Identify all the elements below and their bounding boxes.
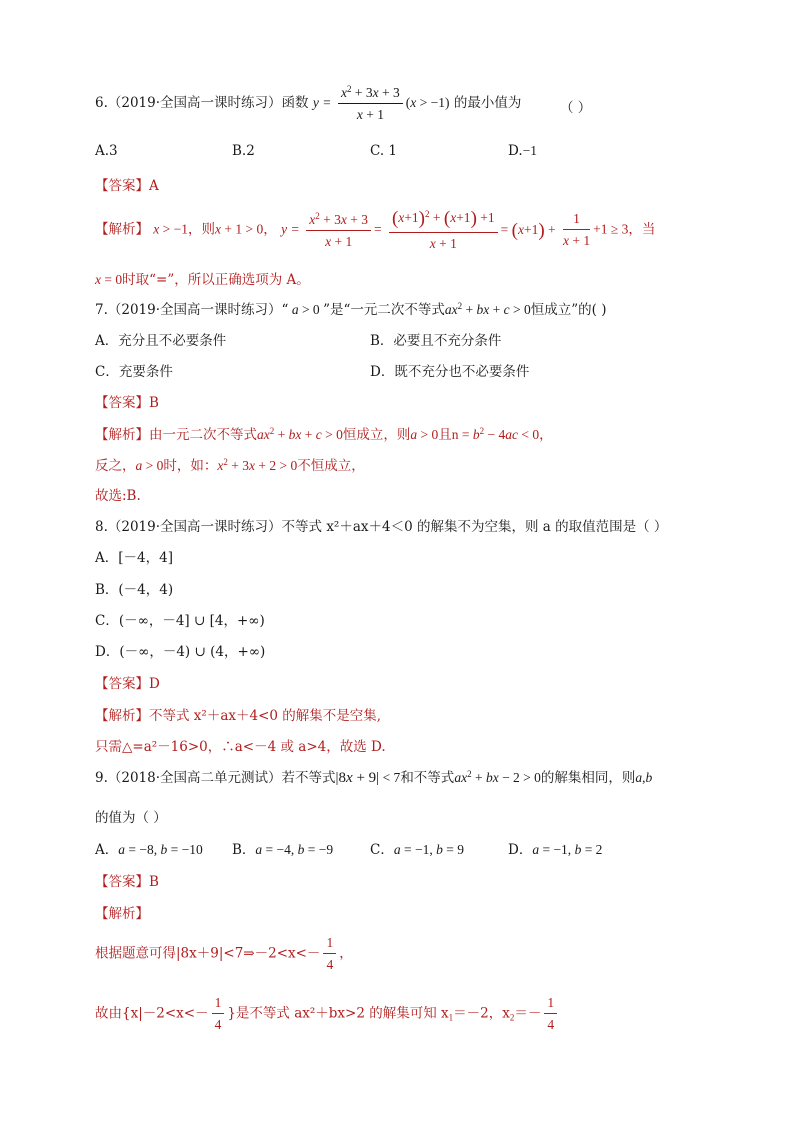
option-b: B．a = −4, b = −9	[232, 842, 334, 858]
q9-stem: 9.（2018·全国高二单元测试）若不等式|8x + 9| < 7和不等式$ax^2$ + bx − 2 > 0的解集相同，则a,b	[95, 769, 653, 786]
answer-value: B	[149, 395, 159, 411]
option-d: D．(－∞，－4) ∪ (4，+∞)	[95, 644, 266, 660]
answer-row	[95, 672, 160, 692]
option-b: B．(－4，4)	[95, 582, 174, 598]
q9-stem-line2: 的值为（ ）	[95, 810, 167, 826]
option-b: B．必要且不充分条件	[370, 333, 502, 349]
analysis-label: 【解析】	[95, 906, 149, 922]
answer-row	[95, 870, 159, 890]
option-d: D．a = −1, b = 2	[508, 842, 603, 858]
answer-row	[95, 391, 159, 411]
answer-label: 【答案】	[95, 874, 149, 890]
analysis-continued: x = 0时取“=”，所以正确选项为 A。	[95, 272, 310, 288]
answer-value: B	[149, 874, 159, 890]
analysis-line: 根据题意可得|8x＋9|<7⇒－2<x<－ $\frac{1}{4}$ ，	[95, 935, 353, 972]
q7-stem: 7.（2019·全国高一课时练习）“ a > 0 ”是“一元二次不等式$ax^2$ + bx + c > 0恒成立”的( )	[95, 301, 607, 318]
analysis-line: 故由{x|－2<x<－ $\frac{1}{4}$ }是不等式 ax²＋bx>2 的解集可知 $x_1=-2$，$x_2=-$ $\frac{1}{4}$	[95, 995, 560, 1033]
q8-stem: 8.（2019·全国高一课时练习）不等式 x²＋ax＋4＜0 的解集不为空集，则 a 的取值范围是（ ）	[95, 519, 668, 535]
answer-label: 【答案】	[95, 676, 149, 692]
answer-label: 【答案】	[95, 395, 149, 411]
fraction: $\frac{1}{4}$	[323, 935, 336, 973]
option-c: C．a = −1, b = 9	[370, 842, 464, 858]
answer-value: A	[149, 178, 159, 194]
analysis-line: 只需△=a²－16>0，∴a<－4 或 a>4，故选 D.	[95, 739, 386, 755]
answer-value: D	[149, 676, 160, 692]
answer-row	[95, 174, 159, 194]
analysis-row: 【解析】 x > −1，则x + 1 > 0， y = $\frac{x^2 + 3x + 3}{x + 1}$ = $\frac{(x+1)^2 + (x+1) +1}{x + 1}$ = (x+1) + $\frac{1}{x + 1}$ +1 ≥ 3，当	[95, 208, 656, 251]
analysis-label: 【解析】	[95, 708, 149, 724]
answer-label: 【答案】	[95, 178, 149, 194]
fraction: $\frac{x^2 + 3x + 3}{x + 1}$	[306, 211, 371, 250]
analysis-label: 【解析】	[95, 427, 149, 443]
option-d: D．既不充分也不必要条件	[370, 364, 530, 380]
fraction: $\frac{1}{x + 1}$	[562, 211, 591, 248]
option-a: A.3	[95, 143, 118, 159]
option-c: C．(－∞，－4] ∪ [4，+∞)	[95, 613, 265, 629]
q6-stem: 6.（2019·全国高一课时练习）函数 y = $\frac{x^2 + 3x + 3}{x + 1}$ (x > −1) 的最小值为	[95, 84, 522, 122]
analysis-line: 反之，a > 0时，如：$x^2 + 3x + 2 > 0$不恒成立，	[95, 457, 365, 474]
answer-paren: （ ）	[560, 100, 592, 116]
option-c: C．充要条件	[95, 364, 173, 380]
fraction: $\frac{(x+1)^2 + (x+1) +1}{x + 1}$	[389, 208, 498, 252]
analysis-label: 【解析】	[95, 221, 149, 238]
option-a: A．a = −8, b = −10	[95, 842, 203, 858]
analysis-line: 故选:B.	[95, 488, 141, 504]
option-d: D.−1	[508, 143, 538, 159]
fraction: $\frac{1}{4}$	[212, 995, 225, 1033]
analysis-row: 【解析】不等式 x²＋ax＋4<0 的解集不是空集,	[95, 708, 382, 724]
option-c: C. 1	[370, 143, 398, 159]
option-a: A．[－4，4]	[95, 550, 173, 566]
fraction: $\frac{x^2 + 3x + 3}{x + 1}$	[338, 84, 403, 123]
fraction: $\frac{1}{4}$	[544, 995, 557, 1033]
option-b: B.2	[232, 143, 255, 159]
option-a: A．充分且不必要条件	[95, 333, 227, 349]
analysis-row: 【解析】由一元二次不等式$ax^2$ + bx + c > 0恒成立，则a > 0且$n = b^2 - 4ac < 0$，	[95, 426, 553, 443]
